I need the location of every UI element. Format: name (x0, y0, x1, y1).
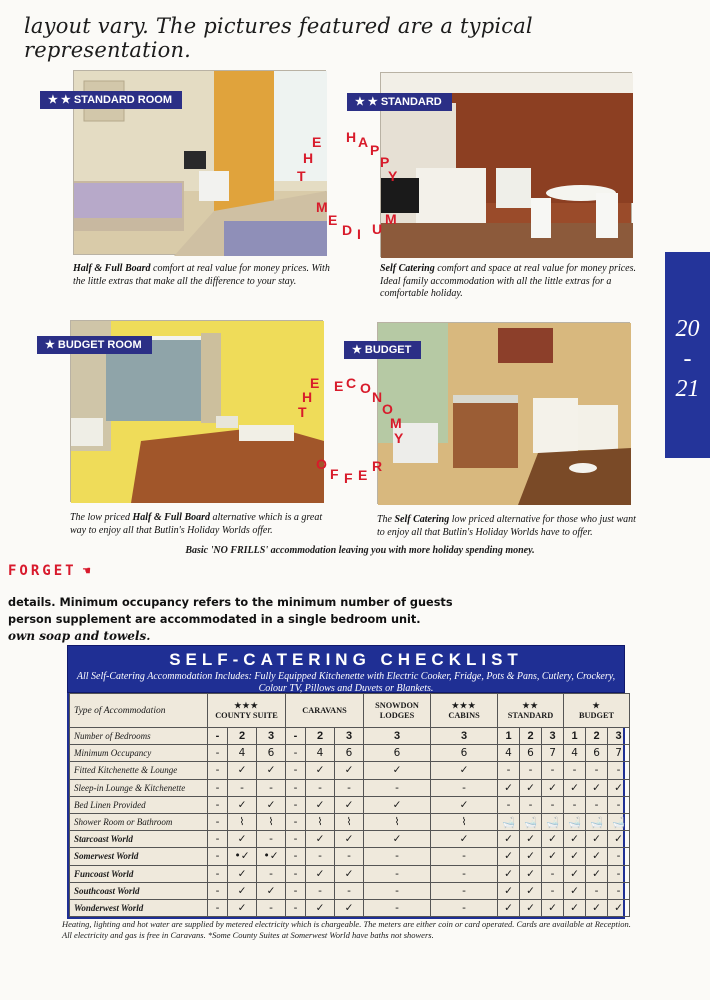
table-cell: 6 (520, 745, 542, 762)
table-cell: - (431, 899, 498, 916)
note-line: person supplement are accommodated in a single bedroom unit. (8, 613, 421, 626)
table-cell: ✓ (335, 865, 364, 882)
table-cell: - (286, 831, 306, 848)
table-cell: ✓ (498, 779, 520, 796)
table-cell: •✓ (228, 848, 257, 865)
table-cell: - (286, 882, 306, 899)
checklist-table-wrap (67, 693, 625, 919)
table-cell: ✓ (498, 899, 520, 916)
table-cell: ✓ (306, 831, 335, 848)
table-cell: - (208, 899, 228, 916)
table-cell: 4 (228, 745, 257, 762)
table-cell: 6 (364, 745, 431, 762)
table-cell: ✓ (228, 882, 257, 899)
table-cell: - (208, 813, 228, 830)
table-cell: 2 (228, 728, 257, 745)
row-label: Bed Linen Provided (70, 796, 208, 813)
table-cell: - (431, 882, 498, 899)
table-cell: ✓ (364, 796, 431, 813)
table-cell: - (257, 865, 286, 882)
table-cell: - (208, 796, 228, 813)
table-cell: ✓ (431, 762, 498, 779)
table-cell: - (208, 882, 228, 899)
table-cell: - (208, 745, 228, 762)
table-cell: - (364, 779, 431, 796)
table-cell: - (228, 779, 257, 796)
col-header: ★★★ CABINS (431, 694, 498, 728)
note-line: details. Minimum occupancy refers to the minimum number of guests (8, 596, 453, 609)
table-cell: - (586, 796, 608, 813)
row-label: Minimum Occupancy (70, 745, 208, 762)
table-cell: ✓ (228, 831, 257, 848)
table-cell: - (335, 848, 364, 865)
table-cell: - (286, 848, 306, 865)
photo-budget (352, 322, 630, 504)
table-cell: ⌇ (228, 813, 257, 830)
table-cell: - (608, 865, 630, 882)
table-cell: ✓ (542, 831, 564, 848)
note-line: own soap and towels. (8, 629, 151, 643)
table-cell: ✓ (498, 831, 520, 848)
table-row (70, 848, 630, 865)
table-cell: 3 (608, 728, 630, 745)
checklist-title: SELF-CATERING CHECKLIST (169, 650, 523, 669)
col-header: ★★★ COUNTY SUITE (208, 694, 286, 728)
table-row (70, 831, 630, 848)
table-cell: 4 (306, 745, 335, 762)
table-row (70, 779, 630, 796)
table-cell: ✓ (364, 831, 431, 848)
table-cell: ✓ (586, 899, 608, 916)
row-label: Fitted Kitchenette & Lounge (70, 762, 208, 779)
table-cell: - (431, 779, 498, 796)
col-header: CARAVANS (286, 694, 364, 728)
table-cell: ✓ (608, 779, 630, 796)
table-cell: ⌇ (431, 813, 498, 830)
table-cell: 🛁 (586, 813, 608, 830)
table-cell: - (335, 779, 364, 796)
table-cell: ✓ (586, 865, 608, 882)
row-label: Southcoast World (70, 882, 208, 899)
forget-heading: FORGET ☚ (8, 563, 94, 579)
table-cell: - (542, 865, 564, 882)
pointing-hand-icon: ☚ (82, 564, 94, 579)
table-cell: - (208, 865, 228, 882)
table-cell: 6 (586, 745, 608, 762)
table-cell: 🛁 (542, 813, 564, 830)
col-header: SNOWDON LODGES (364, 694, 431, 728)
page-number-bottom: 21 (675, 376, 700, 402)
table-row (70, 728, 630, 745)
row-label: Wonderwest World (70, 899, 208, 916)
table-cell: ✓ (520, 848, 542, 865)
table-cell: - (335, 882, 364, 899)
table-cell: - (306, 779, 335, 796)
table-cell: 🛁 (498, 813, 520, 830)
table-cell: - (364, 882, 431, 899)
table-cell: ✓ (564, 899, 586, 916)
table-cell: - (208, 779, 228, 796)
row-label: Shower Room or Bathroom (70, 813, 208, 830)
table-cell: 7 (608, 745, 630, 762)
table-cell: 6 (431, 745, 498, 762)
table-cell: ✓ (498, 882, 520, 899)
table-row (70, 796, 630, 813)
table-cell: - (257, 899, 286, 916)
row-label: Number of Bedrooms (70, 728, 208, 745)
table-cell: ✓ (257, 796, 286, 813)
table-cell: - (520, 796, 542, 813)
table-cell: - (586, 882, 608, 899)
table-row (70, 745, 630, 762)
page-number-top: 20 (675, 316, 700, 342)
table-cell: ✓ (228, 762, 257, 779)
table-cell: - (286, 745, 306, 762)
footnote: Heating, lighting and hot water are supplied by metered electricity which is chargeable. The meters are either coin or card operated. Cards are available at Reception. All electricity and gas is free in Caravans. *Some County Suites at Somerwest World have baths not showers. (62, 919, 631, 940)
table-row (70, 762, 630, 779)
table-cell: - (431, 848, 498, 865)
table-cell: - (542, 762, 564, 779)
table-cell: •✓ (257, 848, 286, 865)
table-cell: 6 (335, 745, 364, 762)
table-cell: 4 (564, 745, 586, 762)
table-cell: ⌇ (335, 813, 364, 830)
table-cell: ✓ (564, 882, 586, 899)
table-cell: ✓ (306, 762, 335, 779)
table-cell: ✓ (335, 796, 364, 813)
photo-budget-room (45, 320, 323, 502)
table-cell: 🛁 (520, 813, 542, 830)
table-cell: ✓ (228, 865, 257, 882)
row-label: Somerwest World (70, 848, 208, 865)
row-label: Sleep-in Lounge & Kitchenette (70, 779, 208, 796)
table-cell: ✓ (586, 831, 608, 848)
table-cell: - (498, 762, 520, 779)
checklist-table (69, 693, 630, 917)
table-cell: ✓ (335, 762, 364, 779)
table-row (70, 899, 630, 916)
page-number-dash: - (683, 346, 692, 372)
table-cell: - (286, 865, 306, 882)
table-cell: - (608, 848, 630, 865)
page-number-tab (665, 252, 710, 458)
table-cell: ✓ (608, 831, 630, 848)
table-cell: 🛁 (608, 813, 630, 830)
table-cell: 3 (364, 728, 431, 745)
photo-standard-room (48, 70, 326, 255)
table-cell: ✓ (542, 779, 564, 796)
table-cell: ✓ (542, 899, 564, 916)
table-cell: ✓ (520, 899, 542, 916)
table-cell: ✓ (431, 796, 498, 813)
table-cell: 2 (586, 728, 608, 745)
table-cell: - (286, 899, 306, 916)
table-cell: - (208, 831, 228, 848)
table-cell: - (286, 813, 306, 830)
table-cell: ✓ (586, 848, 608, 865)
table-cell: - (257, 779, 286, 796)
table-cell: - (286, 728, 306, 745)
table-cell: ✓ (520, 831, 542, 848)
checklist-subtitle: All Self-Catering Accommodation Includes: Fully Equipped Kitchenette with Electric Cooker, Fridge, Pots & Pans, Cutlery, Crockery, Colour TV, Pillows and Duvets or Blankets. (76, 671, 616, 694)
table-cell: 3 (335, 728, 364, 745)
row-label: Funcoast World (70, 865, 208, 882)
table-cell: ⌇ (306, 813, 335, 830)
table-cell: ✓ (542, 848, 564, 865)
caption-budget-room: The low priced Half & Full Board alternative which is a great way to enjoy all that Butlin's Holiday Worlds offer. (70, 512, 323, 536)
table-cell: - (542, 796, 564, 813)
table-cell: ✓ (520, 865, 542, 882)
table-cell: ✓ (228, 796, 257, 813)
table-cell: - (498, 796, 520, 813)
table-row (70, 882, 630, 899)
table-cell: ✓ (564, 848, 586, 865)
table-cell: 2 (520, 728, 542, 745)
table-cell: - (286, 762, 306, 779)
no-frills-summary: Basic 'NO FRILLS' accommodation leaving you with more holiday spending money. (185, 545, 535, 556)
caption-standard: Self Catering comfort and space at real value for money prices. Ideal family accommodation with all the little extras for a comfortable holiday. (380, 263, 636, 299)
table-cell: 3 (257, 728, 286, 745)
table-cell: - (286, 796, 306, 813)
table-cell: - (564, 796, 586, 813)
table-cell: 1 (564, 728, 586, 745)
table-cell: - (586, 762, 608, 779)
col-header: ★ BUDGET (564, 694, 630, 728)
row-label: Starcoast World (70, 831, 208, 848)
col-header: ★★ STANDARD (498, 694, 564, 728)
table-cell: - (364, 899, 431, 916)
table-row (70, 813, 630, 830)
caption-standard-room: Half & Full Board comfort at real value for money prices. With the little extras that make all the difference to your stay. (73, 263, 330, 287)
table-cell: ✓ (306, 899, 335, 916)
table-cell: ✓ (257, 762, 286, 779)
room-label-budget: ★ BUDGET (344, 341, 421, 359)
table-cell: - (431, 865, 498, 882)
room-label-standard: ★ ★ STANDARD (347, 93, 452, 111)
room-label-budget-room: ★ BUDGET ROOM (37, 336, 152, 354)
table-cell: 3 (542, 728, 564, 745)
table-cell: - (306, 882, 335, 899)
table-cell: ✓ (306, 865, 335, 882)
table-cell: - (257, 831, 286, 848)
table-cell: - (520, 762, 542, 779)
table-cell: ⌇ (257, 813, 286, 830)
notes (8, 594, 648, 645)
table-cell: ✓ (335, 831, 364, 848)
table-cell: ✓ (498, 848, 520, 865)
table-cell: ✓ (564, 779, 586, 796)
table-cell: - (564, 762, 586, 779)
table-row (70, 865, 630, 882)
caption-budget: The Self Catering low priced alternative for those who just want to enjoy all that Butlin's Holiday Worlds have to offer. (377, 514, 636, 538)
table-cell: - (364, 848, 431, 865)
table-cell: ✓ (608, 899, 630, 916)
checklist-header (67, 645, 625, 693)
table-cell: - (542, 882, 564, 899)
table-cell: - (208, 848, 228, 865)
table-cell: ✓ (564, 831, 586, 848)
checklist-header-row (70, 694, 630, 728)
table-cell: - (608, 882, 630, 899)
table-cell: ✓ (257, 882, 286, 899)
headline: layout vary. The pictures featured are a typical representation. (24, 14, 533, 62)
table-cell: ✓ (586, 779, 608, 796)
table-cell: 1 (498, 728, 520, 745)
table-cell: - (364, 865, 431, 882)
table-cell: ✓ (306, 796, 335, 813)
table-cell: ✓ (228, 899, 257, 916)
type-header: Type of Accommodation (70, 694, 208, 728)
table-cell: 3 (431, 728, 498, 745)
table-cell: ✓ (335, 899, 364, 916)
table-cell: ✓ (431, 831, 498, 848)
table-cell: - (286, 779, 306, 796)
table-cell: - (608, 796, 630, 813)
table-cell: 7 (542, 745, 564, 762)
table-cell: - (208, 762, 228, 779)
table-cell: 2 (306, 728, 335, 745)
table-cell: 4 (498, 745, 520, 762)
photo-standard (355, 72, 632, 257)
table-cell: - (208, 728, 228, 745)
table-cell: - (608, 762, 630, 779)
table-cell: ✓ (364, 762, 431, 779)
table-cell: ✓ (564, 865, 586, 882)
table-cell: - (306, 848, 335, 865)
table-cell: 6 (257, 745, 286, 762)
table-cell: 🛁 (564, 813, 586, 830)
table-cell: ✓ (498, 865, 520, 882)
table-cell: ✓ (520, 779, 542, 796)
room-label-standard-room: ★ ★ STANDARD ROOM (40, 91, 182, 109)
table-cell: ✓ (520, 882, 542, 899)
table-cell: ⌇ (364, 813, 431, 830)
